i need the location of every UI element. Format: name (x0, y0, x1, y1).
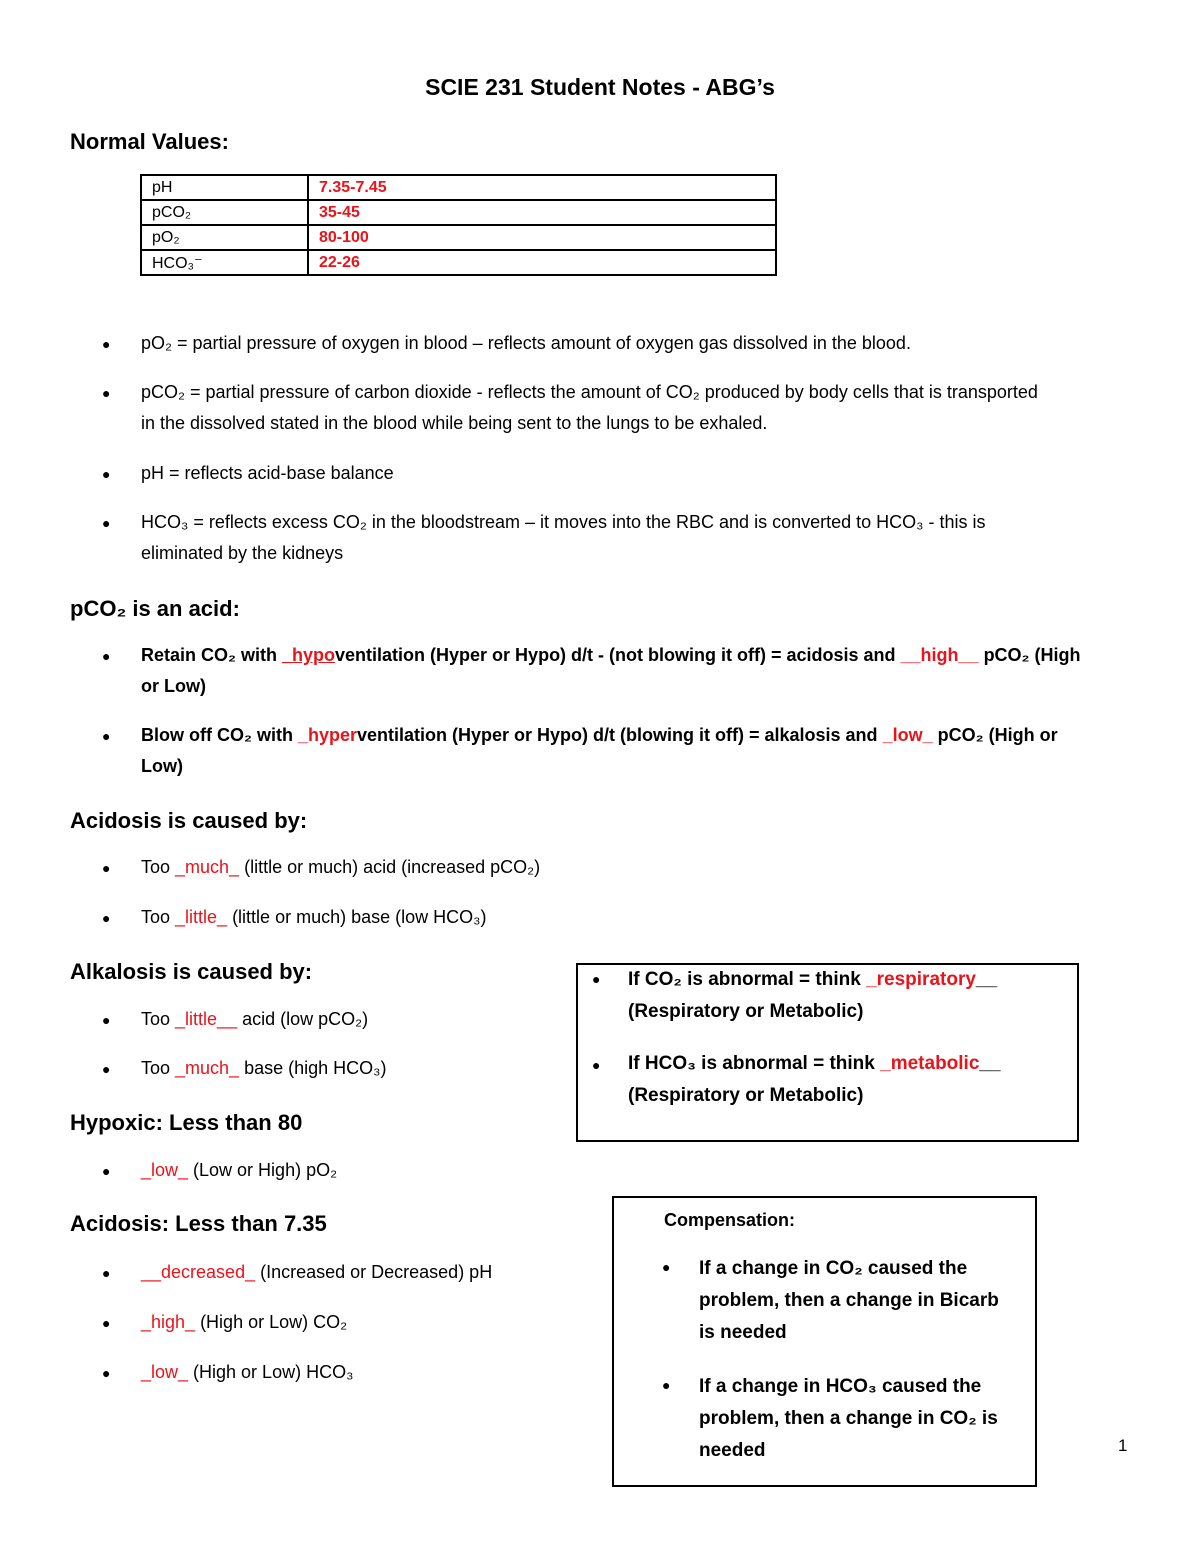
compensation-box (612, 1196, 1037, 1487)
text: If HCO₃ is abnormal = think (628, 1053, 881, 1074)
text: __ (979, 1053, 1001, 1074)
text: (little or much) base (low HCO₃) (227, 907, 487, 927)
blow-off-text-mid: ventilation (Hyper or Hypo) d/t (blowing it off) = alkalosis and (357, 725, 883, 745)
text: Too (141, 907, 176, 927)
page-number: 1 (1118, 1436, 1128, 1455)
blow-off-cont: Low) (141, 756, 183, 776)
acidosis-ph-item-2 (141, 1307, 347, 1338)
text: is needed (699, 1322, 787, 1343)
answer-little: _little_ (175, 907, 228, 927)
table-row (141, 225, 776, 250)
definition-pco2-cont: in the dissolved stated in the blood while being sent to the lungs to be exhaled. (141, 413, 768, 433)
bullet-icon: ● (592, 971, 601, 987)
table-row (141, 250, 776, 275)
bullet-icon: ● (102, 1265, 111, 1281)
think-item-2-cont: (Respiratory or Metabolic) (628, 1085, 864, 1106)
text: __ (975, 969, 998, 990)
pco2-acid-heading: pCO₂ is an acid: (70, 596, 240, 621)
text: Too (141, 857, 176, 877)
compensation-heading: Compensation: (664, 1210, 796, 1230)
bullet-icon: ● (102, 466, 111, 482)
blow-off-co2-item (141, 720, 1058, 751)
think-item-2 (628, 1048, 1001, 1080)
retain-co2-text: Retain CO₂ with (141, 645, 283, 665)
text: (Low or High) pO₂ (188, 1160, 338, 1180)
bullet-icon: ● (102, 336, 111, 352)
param-cell: pO₂ (141, 225, 308, 250)
table-row (141, 175, 776, 200)
blow-off-text: Blow off CO₂ with (141, 725, 298, 745)
retain-co2-text-mid: ventilation (Hyper or Hypo) d/t - (not blowing it off) = acidosis and (335, 645, 901, 665)
think-item-1 (628, 964, 997, 996)
text: base (high HCO₃) (239, 1058, 387, 1078)
bullet-icon: ● (102, 515, 111, 531)
bullet-icon: ● (102, 728, 111, 744)
param-cell: HCO₃⁻ (141, 250, 308, 275)
bullet-icon: ● (102, 1315, 111, 1331)
bullet-icon: ● (102, 910, 111, 926)
acidosis-ph-item-3 (141, 1357, 353, 1388)
retain-co2-text-end: pCO₂ (High (978, 645, 1081, 665)
value-cell: 7.35-7.45 (308, 175, 776, 200)
text: Too (141, 1058, 176, 1078)
answer-hypo: _hypo (282, 645, 336, 665)
text: (High or Low) CO₂ (195, 1312, 348, 1332)
normal-values-table (140, 174, 777, 276)
alkalosis-causes-heading: Alkalosis is caused by: (70, 959, 313, 984)
param-cell: pCO₂ (141, 200, 308, 225)
answer-respiratory: _respiratory (866, 969, 976, 990)
bullet-icon: ● (102, 648, 111, 664)
alkalosis-cause-1 (141, 1004, 368, 1035)
normal-values-heading: Normal Values: (70, 129, 229, 154)
acidosis-ph-heading: Acidosis: Less than 7.35 (70, 1211, 327, 1236)
bullet-icon: ● (592, 1057, 601, 1073)
alkalosis-cause-2 (141, 1053, 386, 1084)
value-cell: 35-45 (308, 200, 776, 225)
acidosis-cause-1 (141, 852, 540, 883)
text: problem, then a change in CO₂ is (699, 1408, 998, 1429)
acidosis-causes-heading: Acidosis is caused by: (70, 808, 308, 833)
definition-po2: pO₂ = partial pressure of oxygen in blood – reflects amount of oxygen gas dissolved in the blood. (141, 333, 911, 353)
text: If a change in HCO₃ caused the (699, 1376, 982, 1397)
text: Too (141, 1009, 176, 1029)
retain-co2-cont: or Low) (141, 676, 206, 696)
bullet-icon: ● (662, 1377, 671, 1393)
text: (Increased or Decreased) pH (255, 1262, 493, 1282)
value-cell: 22-26 (308, 250, 776, 275)
param-cell: pH (141, 175, 308, 200)
bullet-icon: ● (662, 1259, 671, 1275)
text: (little or much) acid (increased pCO₂) (239, 857, 541, 877)
text: problem, then a change in Bicarb (699, 1290, 999, 1311)
page-title: SCIE 231 Student Notes - ABG’s (425, 74, 775, 100)
bullet-icon: ● (102, 1365, 111, 1381)
think-box (576, 963, 1079, 1142)
answer-low: _low_ (882, 725, 933, 745)
definition-pco2: pCO₂ = partial pressure of carbon dioxide - reflects the amount of CO₂ produced by body cells that is transported (141, 382, 1038, 402)
definition-hco3: HCO₃ = reflects excess CO₂ in the bloodstream – it moves into the RBC and is converted to HCO₃ - this is (141, 512, 986, 532)
acidosis-cause-2 (141, 902, 486, 933)
hypoxic-heading: Hypoxic: Less than 80 (70, 1110, 303, 1135)
table-row (141, 200, 776, 225)
hypoxic-item (141, 1155, 337, 1186)
answer-high: __high__ (900, 645, 979, 665)
compensation-item-2 (699, 1371, 998, 1467)
think-item-1-cont: (Respiratory or Metabolic) (628, 1001, 864, 1022)
retain-co2-item (141, 640, 1081, 671)
bullet-icon: ● (102, 1012, 111, 1028)
answer-decreased: __decreased_ (141, 1262, 256, 1282)
text: (High or Low) HCO₃ (188, 1362, 354, 1382)
bullet-icon: ● (102, 1163, 111, 1179)
answer-low: _low_ (141, 1362, 189, 1382)
text: If a change in CO₂ caused the (699, 1258, 968, 1279)
definition-ph: pH = reflects acid-base balance (141, 463, 394, 483)
answer-much: _much_ (175, 857, 240, 877)
answer-much: _much_ (175, 1058, 240, 1078)
answer-low: _low_ (141, 1160, 189, 1180)
bullet-icon: ● (102, 1061, 111, 1077)
bullet-icon: ● (102, 385, 111, 401)
blow-off-text-end: pCO₂ (High or (932, 725, 1058, 745)
bullet-icon: ● (102, 860, 111, 876)
text: needed (699, 1440, 766, 1461)
acidosis-ph-item-1 (141, 1257, 492, 1288)
text: acid (low pCO₂) (237, 1009, 369, 1029)
answer-little: _little__ (175, 1009, 238, 1029)
answer-high: _high_ (141, 1312, 196, 1332)
answer-hyper: _hyper (297, 725, 358, 745)
definition-hco3-cont: eliminated by the kidneys (141, 543, 344, 563)
value-cell: 80-100 (308, 225, 776, 250)
text: If CO₂ is abnormal = think (628, 969, 867, 990)
answer-metabolic: _metabolic (880, 1053, 980, 1074)
compensation-item-1 (699, 1253, 999, 1349)
